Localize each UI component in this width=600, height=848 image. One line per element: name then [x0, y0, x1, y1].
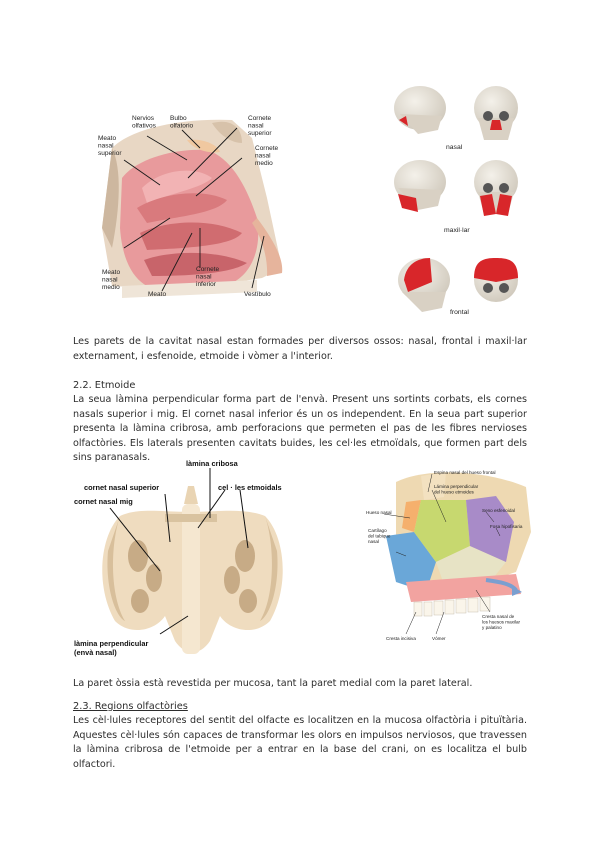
label-seno-esfenoidal: Seno esfenoidal: [482, 508, 515, 513]
label-lamina-perp-1: Lámina perpendicular: [434, 484, 479, 489]
nasal-cavity-figure: [92, 108, 292, 303]
skull-side-nasal: [394, 86, 446, 134]
skull-side-maxilar: [394, 160, 446, 212]
skull-front-nasal: [474, 86, 518, 140]
label-cresta-nasal-3: y palatino: [482, 625, 502, 630]
ethmoid-figure: [70, 456, 320, 668]
skull-front-maxilar: [474, 160, 518, 216]
nasal-septum-figure: [366, 462, 542, 652]
label-fosa-hipofisaria: Fosa hipofisaria: [490, 524, 523, 529]
label-espina-nasal: Espina nasal del hueso frontal: [434, 470, 496, 475]
label-meato: Meato: [148, 291, 167, 298]
label-cresta-nasal-2: los huesos maxilar: [482, 619, 521, 625]
label-nervios-1: Nervios: [132, 115, 155, 122]
label-enva-nasal: (envà nasal): [74, 648, 117, 657]
label-bulbo-2: olfatorio: [170, 122, 194, 130]
svg-text:Lámina perpendiculardel hueso: [434, 484, 479, 495]
label-cornete-med-2: nasal: [255, 152, 271, 160]
label-hueso-nasal: Hueso nasal: [366, 510, 392, 515]
label-cornet-superior: cornet nasal superior: [84, 483, 160, 492]
skull-bones-figure: [388, 82, 530, 322]
label-lamina-perpendicular: làmina perpendicular: [74, 639, 149, 648]
label-cartilago-2: del tabique: [368, 533, 391, 539]
label-nasal: nasal: [446, 144, 463, 151]
svg-text:Nerviosolfativos: [132, 115, 157, 130]
label-cornete-med-1: Cornete: [255, 145, 279, 152]
label-cresta-nasal-1: Cresta nasal de: [482, 614, 515, 619]
label-meato-sup-2: nasal: [98, 142, 114, 150]
label-meato-sup-3: superior: [98, 150, 122, 157]
skull-front-frontal: [474, 258, 518, 302]
paragraph-etmoide: La seua làmina perpendicular forma part de l'envà. Present uns sortints corbats, els cornes nasals superior i mig. El cornet nasal inferior és un os independent. En la seua part superior presenta la làmina cribrosa, amb perforacions que permeten el pas de les fibres nervioses olfactòries. Els laterals presenten cavitats buides, les cel·les etmoïdals, que formen part dels sins paranasals.: [73, 394, 527, 464]
paragraph-cavitat-nasal: Les parets de la cavitat nasal estan formades per diversos ossos: nasal, frontal i maxil·lar externament, i esfenoide, etmoide i vòmer a l'interior.: [73, 336, 527, 362]
label-cornete-sup-3: superior: [248, 130, 272, 137]
skull-bones-illustration: [388, 82, 530, 322]
label-meato-sup-1: Meato: [98, 135, 117, 142]
label-cornet-mig: cornet nasal mig: [74, 497, 133, 506]
label-frontal: frontal: [450, 309, 469, 316]
svg-text:làmina perpendicular(envà nasa: [74, 639, 148, 657]
svg-text:Cornetenasalsuperior: [248, 115, 272, 137]
label-cornete-inf-3: inferior: [196, 281, 216, 288]
label-vestibulo: Vestíbulo: [244, 291, 271, 298]
ethmoid-illustration: [70, 456, 320, 668]
paragraph-paret-ossia: La paret òssia està revestida per mucosa, tant la paret medial com la paret lateral.: [73, 678, 473, 689]
label-cornete-inf-1: Cornete: [196, 266, 220, 273]
label-cornete-inf-2: nasal: [196, 273, 212, 281]
svg-text:Bulboolfatorio: [170, 115, 194, 130]
nasal-septum-illustration: [366, 462, 542, 652]
skull-side-frontal: [398, 258, 450, 312]
label-meato-med-2: nasal: [102, 276, 118, 284]
heading-etmoide: 2.2. Etmoide: [73, 380, 136, 391]
nasal-cavity-illustration: [92, 108, 292, 303]
heading-regions-olfactories: 2.3. Regions olfactòries: [73, 701, 188, 712]
label-lamina-perp-2: del hueso etmoides: [434, 489, 474, 495]
label-bulbo-1: Bulbo: [170, 115, 187, 122]
label-nervios-2: olfativos: [132, 122, 156, 130]
label-cel-etmoidals: cel · les etmoidals: [218, 483, 282, 492]
label-meato-med-3: medio: [102, 284, 120, 291]
label-maxilar: maxil·lar: [444, 227, 470, 234]
label-cornete-med-3: medio: [255, 160, 273, 167]
label-lamina-cribosa: làmina cribosa: [186, 459, 238, 468]
label-vomer: Vómer: [432, 636, 446, 641]
label-cornete-sup-2: nasal: [248, 122, 264, 130]
label-cartilago-1: Cartílago: [368, 528, 387, 533]
label-cresta-incisiva: Cresta incisiva: [386, 636, 416, 641]
label-cornete-sup-1: Cornete: [248, 115, 272, 122]
paragraph-regions-olfactories: Les cèl·lules receptores del sentit del olfacte es localitzen en la mucosa olfactòria i pituïtària. Aquestes cèl·lules són capaces de transformar les olors en impulsos nerviosos, que travessen la làmina cribrosa de l'etmoide per a entrar en la base del crani, on es localitza el bulb olfactori.: [73, 715, 527, 770]
svg-text:Cornetenasalmedio: [255, 145, 279, 167]
label-cartilago-3: nasal: [368, 539, 379, 544]
label-meato-med-1: Meato: [102, 269, 121, 276]
